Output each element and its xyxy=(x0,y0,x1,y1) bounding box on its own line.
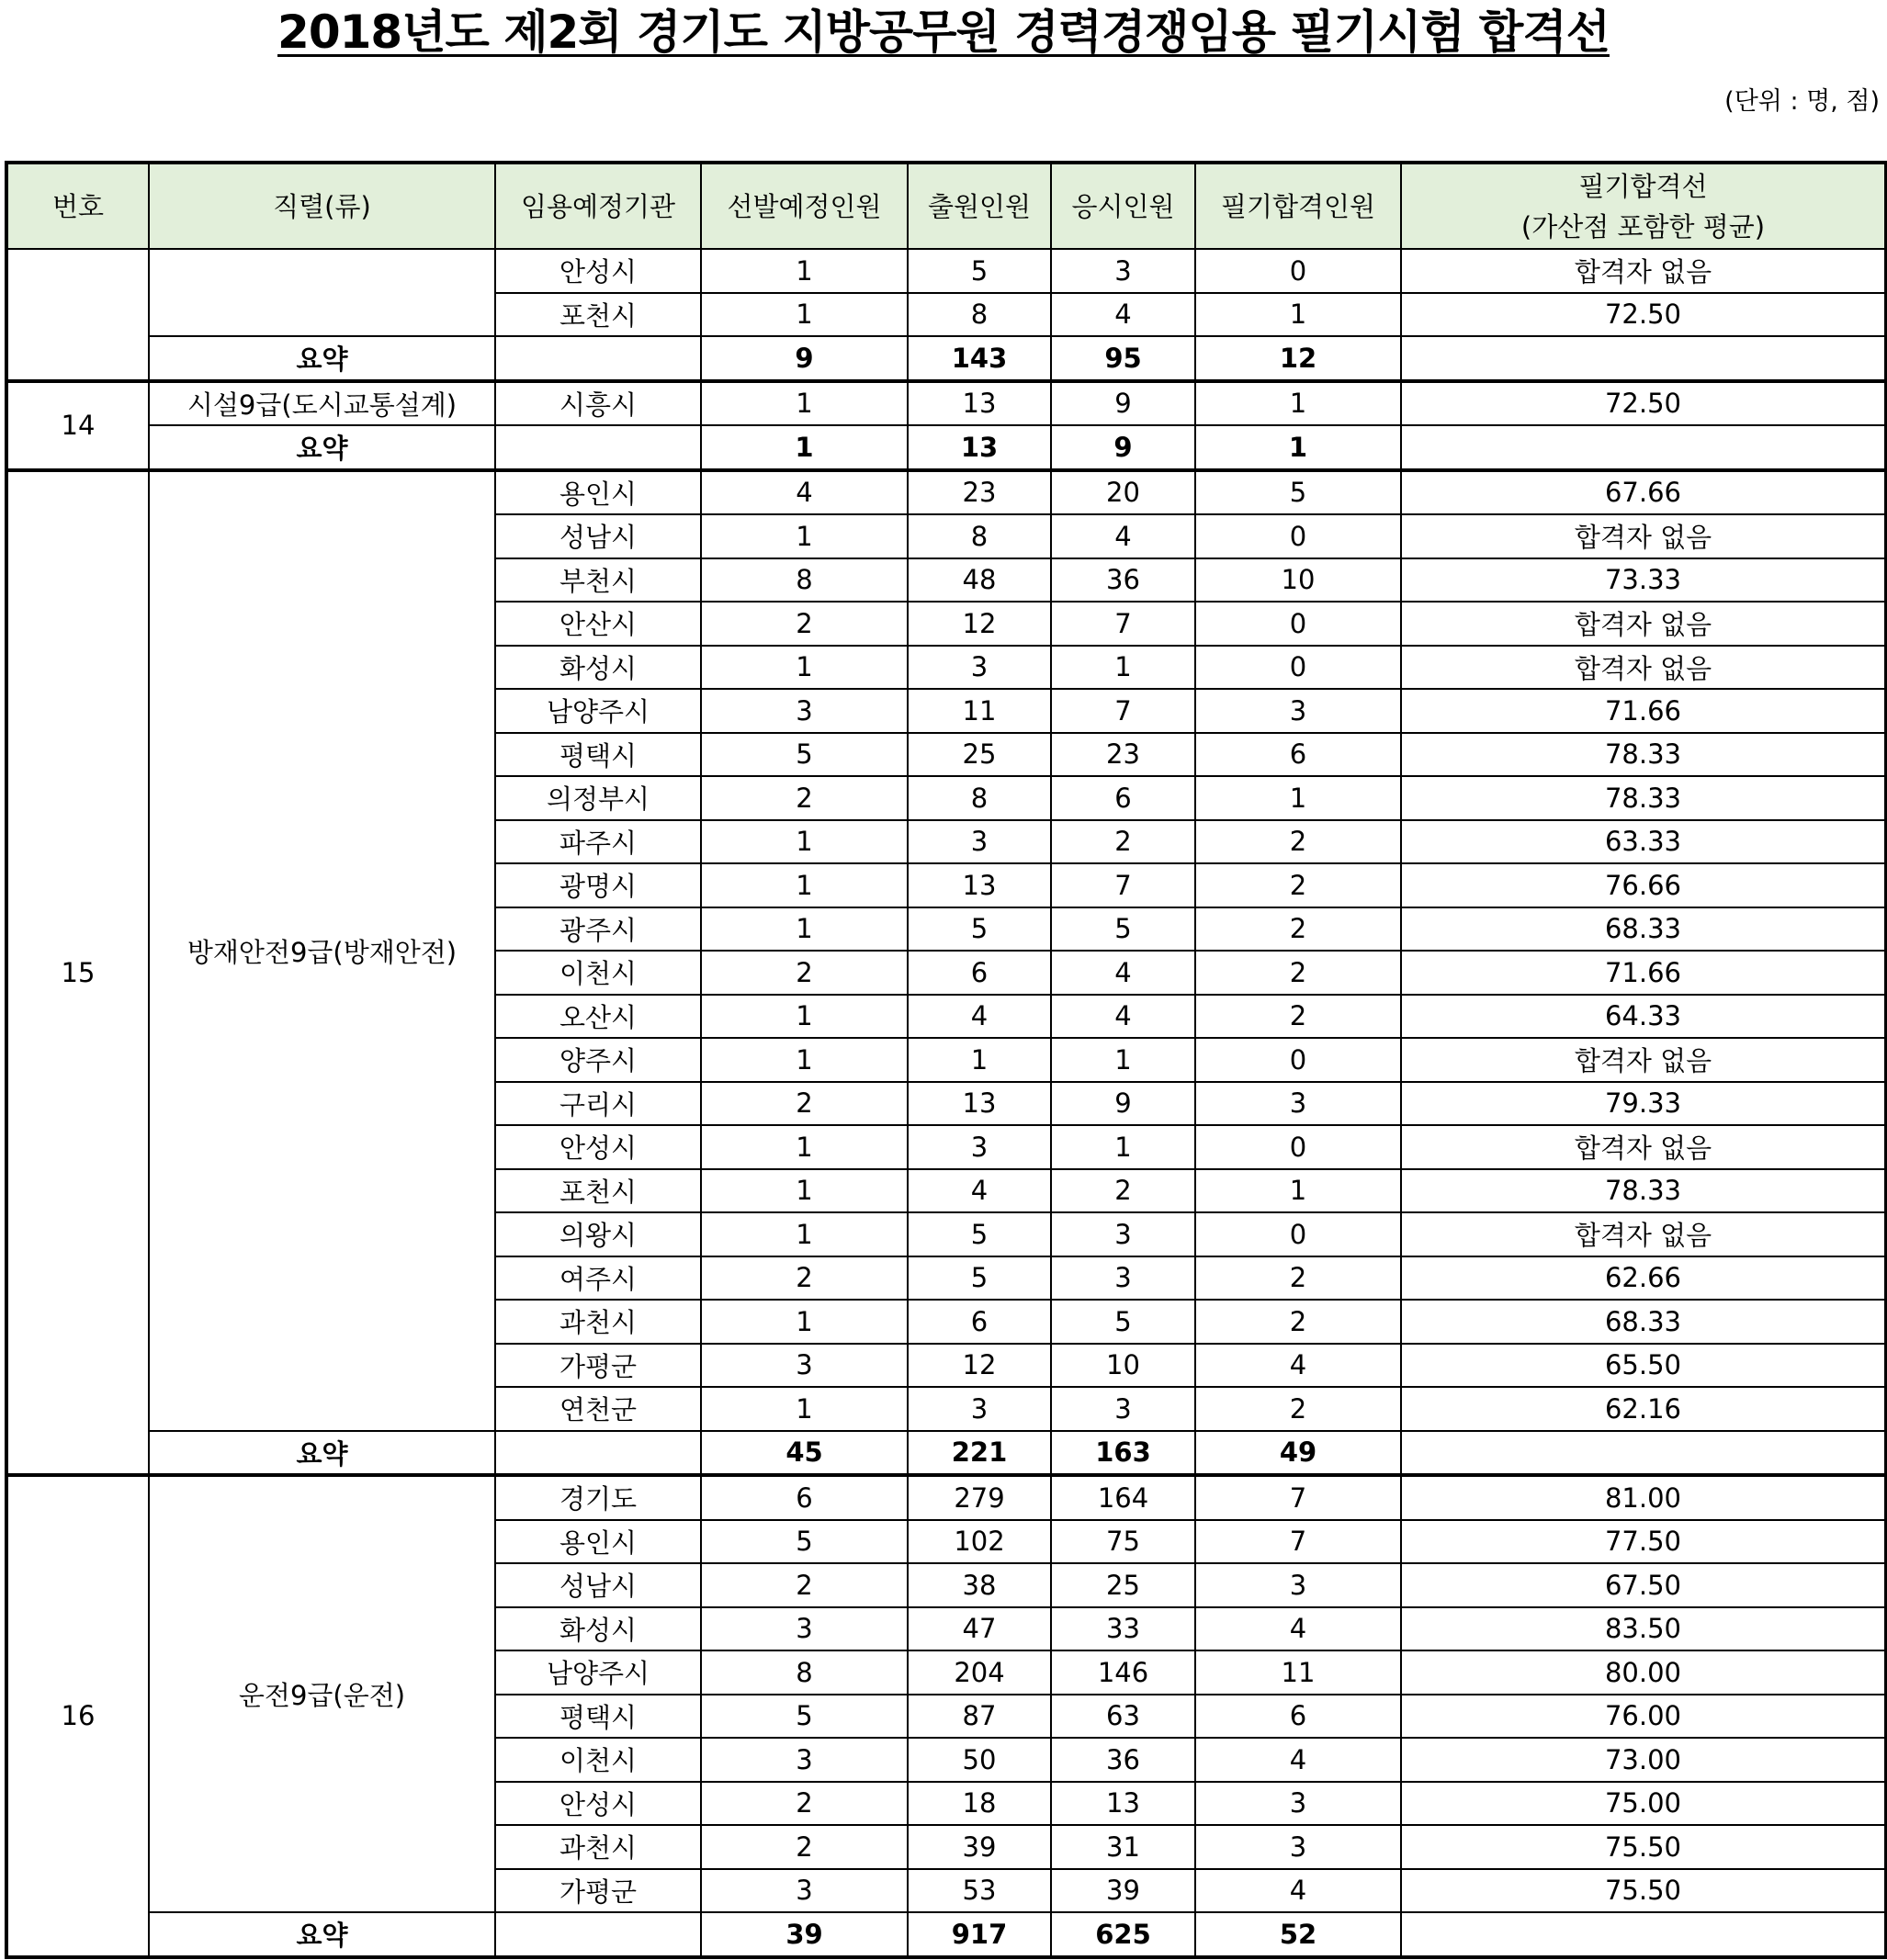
cell-passed: 2 xyxy=(1195,1256,1401,1301)
cell-agency: 여주시 xyxy=(495,1256,701,1301)
cell-cutoff: 합격자 없음 xyxy=(1401,646,1886,690)
cell-cutoff: 63.33 xyxy=(1401,820,1886,864)
cell-cutoff: 73.33 xyxy=(1401,558,1886,603)
cell-series: 방재안전9급(방재안전) xyxy=(149,470,495,1431)
cell-applicants: 102 xyxy=(908,1520,1051,1564)
cell-planned: 5 xyxy=(701,733,908,777)
cell-passed: 3 xyxy=(1195,1825,1401,1869)
cell-applicants: 6 xyxy=(908,1300,1051,1344)
cell-applicants: 5 xyxy=(908,1256,1051,1301)
cell-agency: 광명시 xyxy=(495,863,701,907)
summary-cutoff-empty xyxy=(1401,1431,1886,1476)
cell-passed: 2 xyxy=(1195,907,1401,952)
cell-examinees: 4 xyxy=(1051,995,1195,1039)
cell-planned: 2 xyxy=(701,1082,908,1126)
cell-examinees: 63 xyxy=(1051,1695,1195,1739)
cell-applicants: 4 xyxy=(908,995,1051,1039)
cell-cutoff: 68.33 xyxy=(1401,907,1886,952)
cell-planned: 2 xyxy=(701,951,908,995)
cell-examinees: 4 xyxy=(1051,293,1195,337)
table-row xyxy=(6,470,1886,515)
cell-examinees: 23 xyxy=(1051,733,1195,777)
header-passed: 필기합격인원 xyxy=(1195,163,1401,249)
cell-examinees: 6 xyxy=(1051,776,1195,820)
cell-cutoff: 79.33 xyxy=(1401,1082,1886,1126)
summary-label: 요약 xyxy=(149,425,495,470)
cell-examinees: 1 xyxy=(1051,1125,1195,1169)
cell-passed: 5 xyxy=(1195,470,1401,515)
cell-agency: 구리시 xyxy=(495,1082,701,1126)
cell-planned: 8 xyxy=(701,1650,908,1695)
cell-planned: 1 xyxy=(701,1169,908,1213)
cell-passed: 0 xyxy=(1195,1038,1401,1082)
cell-cutoff: 합격자 없음 xyxy=(1401,249,1886,293)
cell-examinees: 4 xyxy=(1051,951,1195,995)
cell-applicants: 204 xyxy=(908,1650,1051,1695)
header-cutoff-line1: 필기합격선 xyxy=(1578,170,1708,202)
cell-passed: 6 xyxy=(1195,1695,1401,1739)
summary-planned: 39 xyxy=(701,1912,908,1957)
cell-examinees: 3 xyxy=(1051,1387,1195,1431)
cell-applicants: 1 xyxy=(908,1038,1051,1082)
cell-planned: 5 xyxy=(701,1520,908,1564)
cell-agency: 연천군 xyxy=(495,1387,701,1431)
cell-cutoff: 합격자 없음 xyxy=(1401,1212,1886,1256)
header-planned: 선발예정인원 xyxy=(701,163,908,249)
table-body xyxy=(6,249,1886,1957)
cell-cutoff: 65.50 xyxy=(1401,1344,1886,1388)
cell-agency: 화성시 xyxy=(495,1607,701,1651)
cell-cutoff: 78.33 xyxy=(1401,733,1886,777)
cell-applicants: 4 xyxy=(908,1169,1051,1213)
cell-examinees: 7 xyxy=(1051,689,1195,733)
cell-planned: 1 xyxy=(701,820,908,864)
cell-applicants: 3 xyxy=(908,1125,1051,1169)
cell-applicants: 39 xyxy=(908,1825,1051,1869)
cell-applicants: 8 xyxy=(908,514,1051,558)
cell-examinees: 2 xyxy=(1051,1169,1195,1213)
cell-examinees: 39 xyxy=(1051,1869,1195,1913)
cell-no: 14 xyxy=(6,381,149,470)
summary-applicants: 917 xyxy=(908,1912,1051,1957)
summary-planned: 1 xyxy=(701,425,908,470)
cell-passed: 3 xyxy=(1195,1563,1401,1607)
cell-cutoff: 76.00 xyxy=(1401,1695,1886,1739)
summary-row xyxy=(6,1912,1886,1957)
cell-agency: 시흥시 xyxy=(495,381,701,426)
results-table xyxy=(5,161,1887,1959)
summary-examinees: 163 xyxy=(1051,1431,1195,1476)
table-row xyxy=(6,381,1886,426)
cell-applicants: 13 xyxy=(908,381,1051,426)
cell-cutoff: 67.50 xyxy=(1401,1563,1886,1607)
cell-agency: 남양주시 xyxy=(495,689,701,733)
cell-planned: 2 xyxy=(701,1782,908,1826)
cell-examinees: 10 xyxy=(1051,1344,1195,1388)
cell-applicants: 6 xyxy=(908,951,1051,995)
cell-passed: 1 xyxy=(1195,776,1401,820)
cell-cutoff: 72.50 xyxy=(1401,381,1886,426)
cell-passed: 10 xyxy=(1195,558,1401,603)
cell-passed: 0 xyxy=(1195,602,1401,646)
cell-passed: 4 xyxy=(1195,1607,1401,1651)
cell-agency: 이천시 xyxy=(495,951,701,995)
cell-examinees: 31 xyxy=(1051,1825,1195,1869)
cell-examinees: 9 xyxy=(1051,1082,1195,1126)
cell-applicants: 13 xyxy=(908,1082,1051,1126)
cell-agency: 평택시 xyxy=(495,733,701,777)
header-cutoff-line2: (가산점 포함한 평균) xyxy=(1520,210,1766,242)
summary-passed: 12 xyxy=(1195,336,1401,381)
cell-cutoff: 80.00 xyxy=(1401,1650,1886,1695)
cell-planned: 3 xyxy=(701,1738,908,1782)
cell-passed: 0 xyxy=(1195,514,1401,558)
cell-agency: 부천시 xyxy=(495,558,701,603)
cell-passed: 0 xyxy=(1195,1125,1401,1169)
cell-passed: 4 xyxy=(1195,1344,1401,1388)
cell-passed: 1 xyxy=(1195,293,1401,337)
cell-planned: 8 xyxy=(701,558,908,603)
cell-planned: 1 xyxy=(701,1212,908,1256)
header-examinees: 응시인원 xyxy=(1051,163,1195,249)
cell-cutoff: 73.00 xyxy=(1401,1738,1886,1782)
cell-cutoff: 합격자 없음 xyxy=(1401,514,1886,558)
cell-no: 16 xyxy=(6,1475,149,1957)
cell-planned: 1 xyxy=(701,514,908,558)
cell-cutoff: 62.66 xyxy=(1401,1256,1886,1301)
cell-applicants: 279 xyxy=(908,1475,1051,1520)
cell-planned: 2 xyxy=(701,1563,908,1607)
cell-planned: 3 xyxy=(701,689,908,733)
summary-planned: 45 xyxy=(701,1431,908,1476)
cell-agency: 포천시 xyxy=(495,1169,701,1213)
cell-applicants: 11 xyxy=(908,689,1051,733)
cell-agency: 성남시 xyxy=(495,1563,701,1607)
cell-passed: 3 xyxy=(1195,689,1401,733)
cell-agency: 남양주시 xyxy=(495,1650,701,1695)
cell-planned: 2 xyxy=(701,776,908,820)
cell-applicants: 3 xyxy=(908,646,1051,690)
cell-applicants: 8 xyxy=(908,293,1051,337)
cell-applicants: 13 xyxy=(908,863,1051,907)
cell-passed: 4 xyxy=(1195,1738,1401,1782)
header-cutoff xyxy=(1401,163,1886,249)
cell-examinees: 36 xyxy=(1051,1738,1195,1782)
cell-examinees: 5 xyxy=(1051,907,1195,952)
cell-agency: 과천시 xyxy=(495,1825,701,1869)
cell-agency: 안성시 xyxy=(495,249,701,293)
cell-passed: 2 xyxy=(1195,1300,1401,1344)
cell-passed: 7 xyxy=(1195,1520,1401,1564)
cell-planned: 3 xyxy=(701,1344,908,1388)
cell-applicants: 5 xyxy=(908,1212,1051,1256)
cell-agency: 이천시 xyxy=(495,1738,701,1782)
cell-planned: 1 xyxy=(701,1038,908,1082)
cell-cutoff: 합격자 없음 xyxy=(1401,1038,1886,1082)
summary-passed: 52 xyxy=(1195,1912,1401,1957)
cell-examinees: 3 xyxy=(1051,249,1195,293)
cell-agency: 가평군 xyxy=(495,1869,701,1913)
cell-agency: 화성시 xyxy=(495,646,701,690)
summary-applicants: 143 xyxy=(908,336,1051,381)
cell-examinees: 36 xyxy=(1051,558,1195,603)
cell-passed: 3 xyxy=(1195,1782,1401,1826)
cell-planned: 1 xyxy=(701,249,908,293)
cell-examinees: 146 xyxy=(1051,1650,1195,1695)
document-title xyxy=(0,0,1887,64)
unit-note: (단위 : 명, 점) xyxy=(1724,87,1880,116)
cell-cutoff: 71.66 xyxy=(1401,951,1886,995)
cell-cutoff: 77.50 xyxy=(1401,1520,1886,1564)
cell-applicants: 48 xyxy=(908,558,1051,603)
cell-agency: 광주시 xyxy=(495,907,701,952)
cell-examinees: 9 xyxy=(1051,381,1195,426)
summary-examinees: 95 xyxy=(1051,336,1195,381)
cell-examinees: 1 xyxy=(1051,646,1195,690)
document-title-text: 2018년도 제2회 경기도 지방공무원 경력경쟁임용 필기시험 합격선 xyxy=(277,6,1610,59)
cell-applicants: 12 xyxy=(908,1344,1051,1388)
cell-planned: 3 xyxy=(701,1607,908,1651)
cell-applicants: 23 xyxy=(908,470,1051,515)
cell-passed: 3 xyxy=(1195,1082,1401,1126)
cell-agency: 의정부시 xyxy=(495,776,701,820)
summary-agency-empty xyxy=(495,425,701,470)
header-agency: 임용예정기관 xyxy=(495,163,701,249)
summary-row xyxy=(6,1431,1886,1476)
table-row xyxy=(6,249,1886,293)
cell-cutoff: 81.00 xyxy=(1401,1475,1886,1520)
cell-examinees: 3 xyxy=(1051,1256,1195,1301)
cell-applicants: 38 xyxy=(908,1563,1051,1607)
table-row xyxy=(6,1475,1886,1520)
cell-cutoff: 76.66 xyxy=(1401,863,1886,907)
cell-applicants: 5 xyxy=(908,907,1051,952)
summary-planned: 9 xyxy=(701,336,908,381)
cell-examinees: 7 xyxy=(1051,602,1195,646)
cell-cutoff: 67.66 xyxy=(1401,470,1886,515)
summary-examinees: 625 xyxy=(1051,1912,1195,1957)
cell-agency: 안성시 xyxy=(495,1125,701,1169)
cell-applicants: 3 xyxy=(908,1387,1051,1431)
cell-passed: 1 xyxy=(1195,381,1401,426)
summary-label: 요약 xyxy=(149,1912,495,1957)
cell-cutoff: 83.50 xyxy=(1401,1607,1886,1651)
cell-planned: 4 xyxy=(701,470,908,515)
cell-planned: 5 xyxy=(701,1695,908,1739)
cell-planned: 1 xyxy=(701,646,908,690)
summary-passed: 1 xyxy=(1195,425,1401,470)
cell-planned: 1 xyxy=(701,381,908,426)
cell-cutoff: 합격자 없음 xyxy=(1401,1125,1886,1169)
cell-applicants: 47 xyxy=(908,1607,1051,1651)
cell-cutoff: 68.33 xyxy=(1401,1300,1886,1344)
cell-passed: 2 xyxy=(1195,951,1401,995)
cell-planned: 1 xyxy=(701,995,908,1039)
summary-row xyxy=(6,336,1886,381)
cell-planned: 2 xyxy=(701,602,908,646)
cell-examinees: 20 xyxy=(1051,470,1195,515)
cell-passed: 0 xyxy=(1195,249,1401,293)
cell-applicants: 87 xyxy=(908,1695,1051,1739)
cell-examinees: 2 xyxy=(1051,820,1195,864)
summary-cutoff-empty xyxy=(1401,425,1886,470)
cell-passed: 7 xyxy=(1195,1475,1401,1520)
cell-planned: 1 xyxy=(701,1387,908,1431)
cell-planned: 1 xyxy=(701,863,908,907)
cell-passed: 2 xyxy=(1195,820,1401,864)
cell-no xyxy=(6,249,149,381)
summary-label: 요약 xyxy=(149,336,495,381)
summary-applicants: 221 xyxy=(908,1431,1051,1476)
summary-cutoff-empty xyxy=(1401,336,1886,381)
cell-cutoff: 72.50 xyxy=(1401,293,1886,337)
cell-passed: 0 xyxy=(1195,1212,1401,1256)
cell-examinees: 75 xyxy=(1051,1520,1195,1564)
cell-series xyxy=(149,249,495,336)
cell-examinees: 13 xyxy=(1051,1782,1195,1826)
summary-passed: 49 xyxy=(1195,1431,1401,1476)
cell-agency: 과천시 xyxy=(495,1300,701,1344)
cell-cutoff: 64.33 xyxy=(1401,995,1886,1039)
cell-passed: 2 xyxy=(1195,1387,1401,1431)
summary-label: 요약 xyxy=(149,1431,495,1476)
cell-agency: 의왕시 xyxy=(495,1212,701,1256)
summary-agency-empty xyxy=(495,336,701,381)
summary-row xyxy=(6,425,1886,470)
cell-applicants: 25 xyxy=(908,733,1051,777)
header-applicants: 출원인원 xyxy=(908,163,1051,249)
cell-planned: 2 xyxy=(701,1825,908,1869)
header-series: 직렬(류) xyxy=(149,163,495,249)
cell-passed: 1 xyxy=(1195,1169,1401,1213)
cell-planned: 1 xyxy=(701,1125,908,1169)
cell-applicants: 5 xyxy=(908,249,1051,293)
cell-agency: 평택시 xyxy=(495,1695,701,1739)
cell-examinees: 25 xyxy=(1051,1563,1195,1607)
header-no: 번호 xyxy=(6,163,149,249)
cell-agency: 경기도 xyxy=(495,1475,701,1520)
summary-cutoff-empty xyxy=(1401,1912,1886,1957)
cell-planned: 3 xyxy=(701,1869,908,1913)
summary-agency-empty xyxy=(495,1912,701,1957)
cell-agency: 성남시 xyxy=(495,514,701,558)
cell-agency: 오산시 xyxy=(495,995,701,1039)
header-row xyxy=(6,163,1886,249)
cell-agency: 안산시 xyxy=(495,602,701,646)
cell-examinees: 33 xyxy=(1051,1607,1195,1651)
cell-examinees: 4 xyxy=(1051,514,1195,558)
cell-passed: 4 xyxy=(1195,1869,1401,1913)
cell-applicants: 8 xyxy=(908,776,1051,820)
cell-planned: 1 xyxy=(701,293,908,337)
cell-cutoff: 71.66 xyxy=(1401,689,1886,733)
cell-series: 시설9급(도시교통설계) xyxy=(149,381,495,426)
cell-no: 15 xyxy=(6,470,149,1476)
cell-agency: 가평군 xyxy=(495,1344,701,1388)
cell-agency: 용인시 xyxy=(495,1520,701,1564)
cell-examinees: 1 xyxy=(1051,1038,1195,1082)
cell-passed: 11 xyxy=(1195,1650,1401,1695)
cell-agency: 양주시 xyxy=(495,1038,701,1082)
cell-agency: 안성시 xyxy=(495,1782,701,1826)
cell-passed: 0 xyxy=(1195,646,1401,690)
cell-applicants: 3 xyxy=(908,820,1051,864)
cell-cutoff: 합격자 없음 xyxy=(1401,602,1886,646)
cell-passed: 2 xyxy=(1195,995,1401,1039)
cell-planned: 1 xyxy=(701,907,908,952)
cell-cutoff: 75.50 xyxy=(1401,1825,1886,1869)
cell-examinees: 5 xyxy=(1051,1300,1195,1344)
cell-applicants: 53 xyxy=(908,1869,1051,1913)
summary-agency-empty xyxy=(495,1431,701,1476)
cell-planned: 1 xyxy=(701,1300,908,1344)
cell-cutoff: 75.00 xyxy=(1401,1782,1886,1826)
cell-cutoff: 75.50 xyxy=(1401,1869,1886,1913)
cell-applicants: 18 xyxy=(908,1782,1051,1826)
cell-cutoff: 62.16 xyxy=(1401,1387,1886,1431)
summary-applicants: 13 xyxy=(908,425,1051,470)
summary-examinees: 9 xyxy=(1051,425,1195,470)
cell-applicants: 12 xyxy=(908,602,1051,646)
cell-agency: 파주시 xyxy=(495,820,701,864)
cell-examinees: 164 xyxy=(1051,1475,1195,1520)
cell-passed: 6 xyxy=(1195,733,1401,777)
cell-planned: 2 xyxy=(701,1256,908,1301)
cell-examinees: 3 xyxy=(1051,1212,1195,1256)
cell-agency: 용인시 xyxy=(495,470,701,515)
cell-examinees: 7 xyxy=(1051,863,1195,907)
cell-cutoff: 78.33 xyxy=(1401,1169,1886,1213)
cell-planned: 6 xyxy=(701,1475,908,1520)
cell-applicants: 50 xyxy=(908,1738,1051,1782)
cell-series: 운전9급(운전) xyxy=(149,1475,495,1912)
cell-passed: 2 xyxy=(1195,863,1401,907)
cell-agency: 포천시 xyxy=(495,293,701,337)
cell-cutoff: 78.33 xyxy=(1401,776,1886,820)
